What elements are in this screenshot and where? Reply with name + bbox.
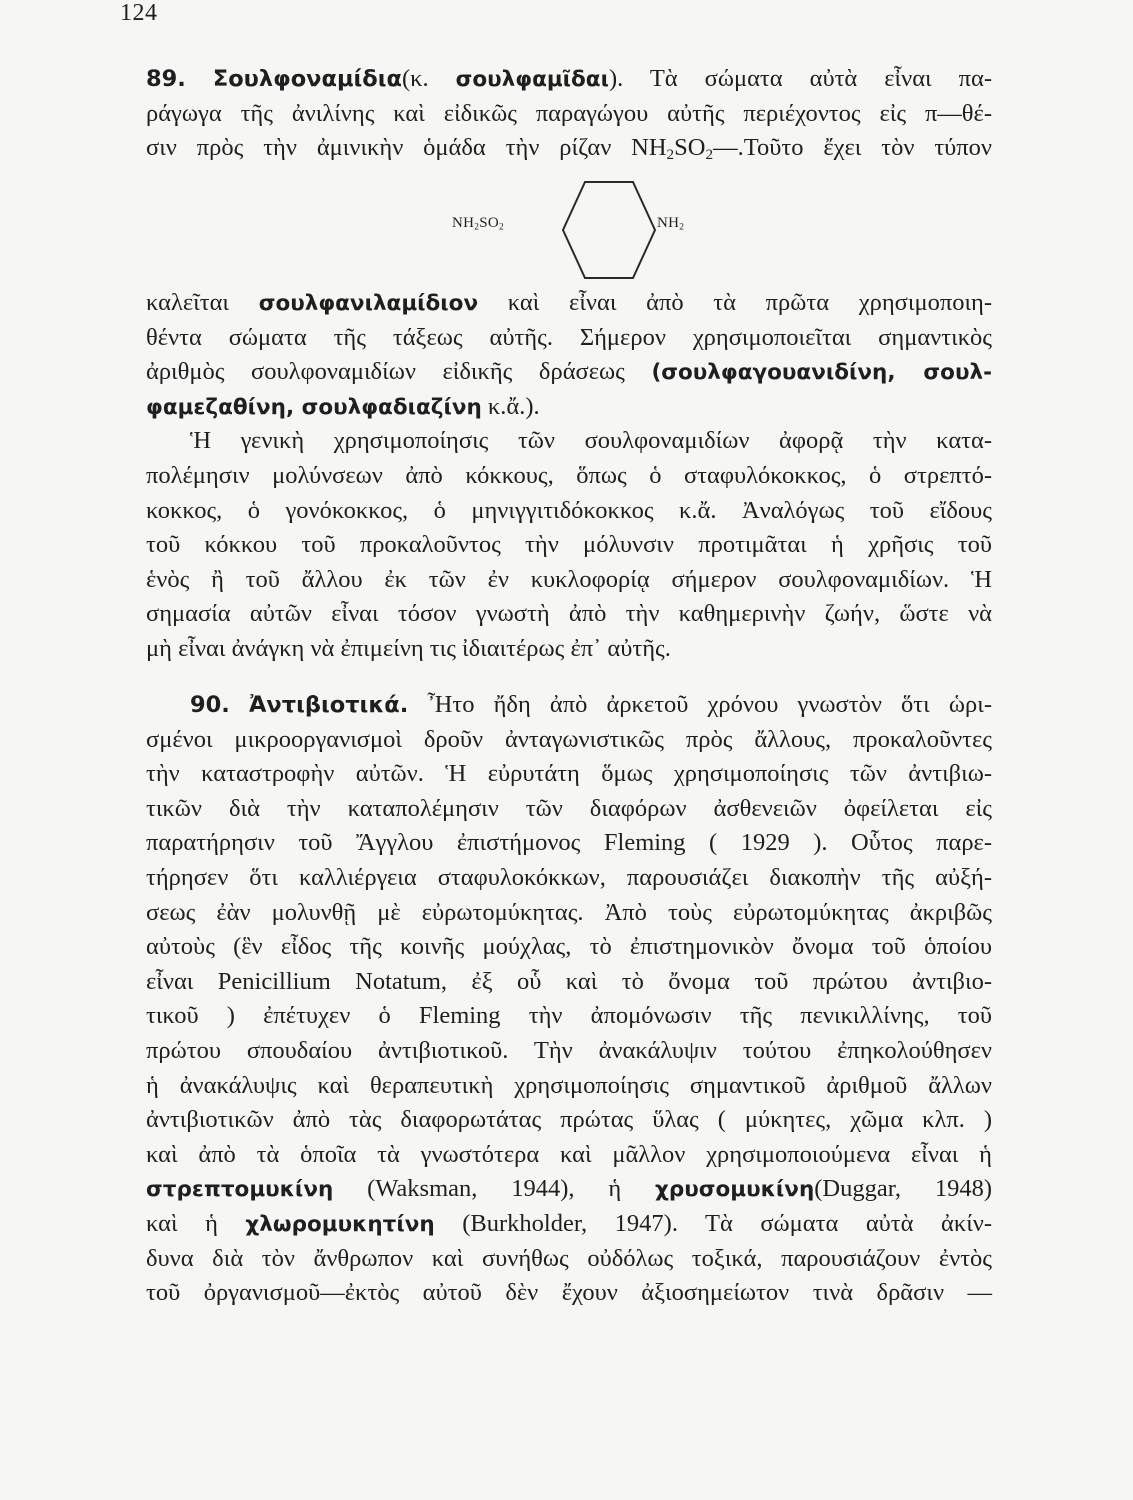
- section-title: Ἀντιβιοτικά.: [249, 692, 409, 718]
- text-line: εἶναι Penicillium Notatum, ἐξ οὗ καὶ τὸ ὄνομα τοῦ πρώτου ἀντιβιο-: [146, 967, 992, 995]
- text-line: τοῦ ὀργανισμοῦ—ἐκτὸς αὐτοῦ δὲν ἔχουν ἀξιοσημείωτον τινὰ δρᾶσιν —: [146, 1279, 992, 1307]
- section-number: 89.: [146, 66, 186, 92]
- text-line: τήρησεν ὅτι καλλιέργεια σταφυλοκόκκων, παρουσιάζει διακοπὴν τῆς αὐξή-: [146, 863, 992, 891]
- bold-term: φαμεζαθίνη, σουλφαδιαζίνη: [146, 394, 482, 420]
- text-line: πολέμησιν μολύνσεων ἀπὸ κόκκους, ὅπως ὁ σταφυλόκοκκος, ὁ στρεπτό-: [146, 461, 992, 489]
- text-run: Τὰ σώματα αὐτὰ εἶναι πα-: [649, 65, 993, 92]
- bold-term: στρεπτομυκίνη: [146, 1177, 334, 1203]
- text-run: καλεῖται: [146, 289, 229, 316]
- text-line: ἀντιβιοτικῶν ἀπὸ τὰς διαφορωτάτας πρώτας ὕλας ( μύκητες, χῶμα κλπ. ): [146, 1106, 992, 1134]
- section-title-alt: σουλφαμῖδαι: [455, 67, 609, 92]
- text-line: [146, 1172, 992, 1207]
- section-89-body: [146, 286, 992, 667]
- section-90-body: [146, 688, 992, 1311]
- structural-formula: [0, 178, 1133, 282]
- text-line: ἑνὸς ἢ τοῦ ἄλλου ἐκ τῶν ἐν κυκλοφορίᾳ σήμερον σουλφοναμιδίων. Ἡ: [146, 565, 992, 593]
- formula-left-group: [452, 215, 504, 232]
- formula-text: SO: [479, 215, 499, 231]
- section-title-paren-close: ).: [608, 65, 624, 92]
- text-line: τικοῦ ) ἐπέτυχεν ὁ Fleming τὴν ἀπομόνωσιν τῆς πενικιλλίνης, τοῦ: [146, 1002, 992, 1030]
- text-line: πρώτου σπουδαίου ἀντιβιοτικοῦ. Τὴν ἀνακάλυψιν τούτου ἐπηκολούθησεν: [146, 1036, 992, 1064]
- section-89-intro: [146, 62, 992, 166]
- text-line: παρατήρησιν τοῦ Ἄγγλου ἐπιστήμονος Fleming ( 1929 ). Οὗτος παρε-: [146, 829, 992, 857]
- text-run: Ἦτο ἤδη ἀπὸ ἀρκετοῦ χρόνου γνωστὸν ὅτι ὡρι-: [427, 691, 992, 718]
- text-line: σεως ἐὰν μολυνθῇ μὲ εὐρωτομύκητας. Ἀπὸ τοὺς εὐρωτομύκητας ἀκριβῶς: [146, 898, 992, 926]
- text-line: μὴ εἶναι ἀνάγκη νὰ ἐπιμείνη τις ἰδιαιτέρως ἐπ᾽ αὐτῆς.: [146, 634, 671, 662]
- text-run: SO: [674, 134, 706, 162]
- formula-text: NH: [657, 215, 680, 231]
- text-line: κοκκος, ὁ γονόκοκκος, ὁ μηνιγγιτιδόκοκκος κ.ἄ. Ἀναλόγως τοῦ εἴδους: [146, 496, 992, 524]
- text-line: σμένοι μικροοργανισμοὶ δροῦν ἀνταγωνιστικῶς πρὸς ἄλλους, προκαλοῦντες: [146, 725, 992, 753]
- section-title: Σουλφοναμίδια: [212, 66, 402, 92]
- text-line: καὶ ἀπὸ τὰ ὁποῖα τὰ γνωστότερα καὶ μᾶλλον χρησιμοποιούμενα εἶναι ἡ: [146, 1140, 992, 1168]
- subscript: 2: [666, 145, 675, 163]
- text-run: σιν πρὸς τὴν ἀμινικὴν ὁμάδα τὴν ρίζαν NH: [146, 134, 667, 162]
- formula-right-group: [657, 215, 684, 232]
- text-line: σημασία αὐτῶν εἶναι τόσον γνωστὴ ἀπὸ τὴν καθημερινὴν ζωήν, ὥστε νὰ: [146, 600, 992, 628]
- text-line: τοῦ κόκκου τοῦ προκαλοῦντος τὴν μόλυνσιν προτιμᾶται ἡ χρῆσις τοῦ: [146, 531, 992, 559]
- formula-subscript: 2: [679, 222, 685, 233]
- section-title-paren-open: (κ.: [401, 65, 429, 92]
- text-line: τὴν καταστροφὴν αὐτῶν. Ἡ εὐρυτάτη ὅμως χρησιμοποίησις τῶν ἀντιβιω-: [146, 760, 992, 788]
- benzene-ring-icon: [561, 178, 657, 282]
- text-line: ράγωγα τῆς ἀνιλίνης καὶ εἰδικῶς παραγώγου αὐτῆς περιέχοντος εἰς π—θέ-: [146, 99, 992, 127]
- text-line: [146, 286, 992, 321]
- text-line: δυνα διὰ τὸν ἄνθρωπον καὶ συνήθως οὐδόλως τοξικά, παρουσιάζουν ἐντὸς: [146, 1244, 992, 1272]
- text-line: [146, 355, 992, 390]
- text-line: [146, 131, 992, 166]
- text-line: Ἡ γενικὴ χρησιμοποίησις τῶν σουλφοναμιδίων ἀφορᾷ τὴν κατα-: [190, 427, 992, 455]
- bold-term: χλωρομυκητίνη: [245, 1211, 435, 1237]
- text-run: καὶ ἡ: [146, 1209, 218, 1237]
- text-line: [146, 1207, 992, 1242]
- text-line: τικῶν διὰ τὴν καταπολέμησιν τῶν διαφόρων ἀσθενειῶν ὀφείλεται εἰς: [146, 794, 992, 822]
- text-line: [146, 688, 992, 723]
- subscript: 2: [705, 145, 714, 163]
- text-run: (Burkholder, 1947). Τὰ σώματα αὐτὰ ἀκίν-: [462, 1209, 993, 1237]
- text-run: —.Τοῦτο ἔχει τὸν τύπον: [713, 134, 992, 162]
- text-run: (Waksman, 1944), ἡ: [367, 1175, 622, 1203]
- text-line: αὐτοὺς (ἓν εἶδος τῆς κοινῆς μούχλας, τὸ ἐπιστημονικὸν ὄνομα τοῦ ὁποίου: [146, 933, 992, 961]
- bold-term: σουλφανιλαμίδιον: [258, 291, 479, 316]
- section-number: 90.: [190, 692, 230, 718]
- text-run: ἀριθμὸς σουλφοναμιδίων εἰδικῆς δράσεως: [146, 358, 625, 386]
- bold-term: χρυσομυκίνη: [655, 1177, 815, 1203]
- text-run: (Duggar, 1948): [814, 1175, 993, 1203]
- text-line: [146, 390, 992, 425]
- formula-subscript: 2: [499, 222, 504, 233]
- text-line: ἡ ἀνακάλυψις καὶ θεραπευτικὴ χρησιμοποίησις σημαντικοῦ ἀριθμοῦ ἄλλων: [146, 1071, 992, 1099]
- text-line: θέντα σώματα τῆς τάξεως αὐτῆς. Σήμερον χρησιμοποιεῖται σημαντικὸς: [146, 323, 992, 351]
- text-line: [146, 62, 992, 97]
- page-number: 124: [120, 0, 158, 26]
- formula-subscript: 2: [474, 222, 480, 233]
- text-run: καὶ εἶναι ἀπὸ τὰ πρῶτα χρησιμοποιη-: [507, 289, 993, 316]
- bold-term: (σουλφαγουανιδίνη, σουλ-: [651, 360, 992, 386]
- text-run: κ.ἄ.).: [487, 392, 540, 420]
- formula-text: NH: [452, 215, 475, 231]
